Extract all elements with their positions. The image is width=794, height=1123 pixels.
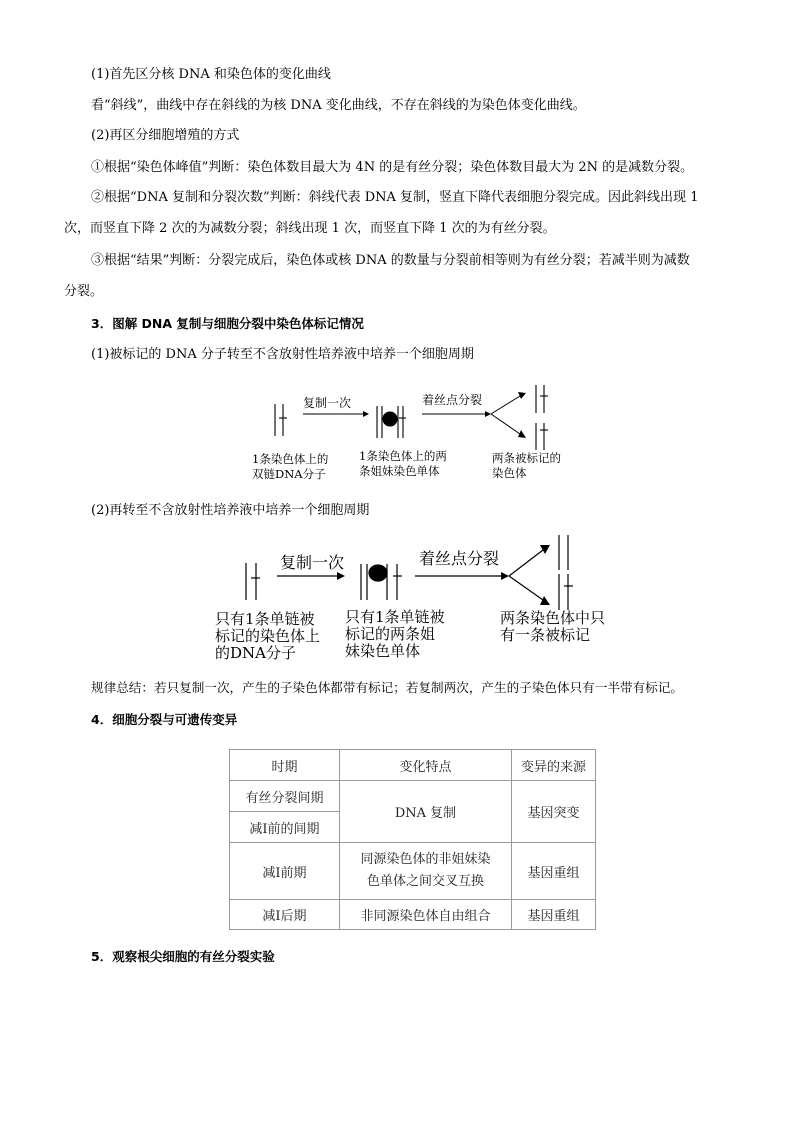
variation-table — [229, 749, 596, 930]
table-cell-source: 基因突变 — [512, 781, 596, 843]
labeled-chromosome-icon — [559, 574, 573, 610]
paragraph-peak-rule: ①根据“染色体峰值”判断：染色体数目最大为 4N 的是有丝分裂；染色体数目最大为 2N 的是减数分裂。 — [91, 160, 694, 175]
label-one-labeled-chromosome: 两条染色体中只 有一条被标记 — [500, 609, 606, 644]
sister-chromatids-icon — [361, 564, 402, 600]
table-header-period: 时期 — [230, 750, 340, 781]
table-cell-source: 基因重组 — [512, 843, 596, 900]
section-heading-3: 3．图解 DNA 复制与细胞分裂中染色体标记情况 — [91, 316, 364, 331]
arrow-label-centromere-split: 着丝点分裂 — [422, 393, 483, 407]
table-header-source: 变异的来源 — [512, 750, 596, 781]
paragraph-result-rule-1: ③根据“结果”判断：分裂完成后，染色体或核 DNA 的数量与分裂前相等则为有丝分裂；若减半则为减数 — [91, 253, 690, 268]
table-row — [230, 843, 596, 900]
fork-arrows-icon — [509, 545, 550, 605]
label-half-labeled-chromatids: 只有1条单链被 标记的两条姐 妹染色单体 — [345, 608, 445, 660]
table-cell-feature: 非同源染色体自由组合 — [340, 900, 512, 930]
paragraph-replication-rule-2: 次，而竖直下降 2 次的为减数分裂；斜线出现 1 次，而竖直下降 1 次的为有丝分裂。 — [64, 221, 556, 236]
table-header-feature: 变化特点 — [340, 750, 512, 781]
table-cell-feature — [340, 843, 512, 900]
paragraph-distinguish-mode: (2)再区分细胞增殖的方式 — [91, 128, 240, 143]
fork-arrows-icon — [491, 392, 526, 438]
labeled-chromosome-icon — [536, 385, 548, 413]
arrow-right-icon — [303, 411, 369, 417]
section-heading-5: 5．观察根尖细胞的有丝分裂实验 — [91, 949, 275, 964]
arrow-label-replicate: 复制一次 — [303, 396, 352, 410]
half-labeled-dna-icon — [246, 563, 260, 600]
arrow-label-replicate: 复制一次 — [280, 553, 345, 572]
paragraph-slope-rule: 看“斜线”，曲线中存在斜线的为核 DNA 变化曲线，不存在斜线的为染色体变化曲线。 — [91, 98, 586, 113]
section-heading-4: 4．细胞分裂与可遗传变异 — [91, 712, 238, 727]
table-header-row — [230, 750, 596, 781]
table-cell-feature: DNA 复制 — [340, 781, 512, 843]
paragraph-result-rule-2: 分裂。 — [64, 284, 104, 299]
table-cell-feature-line: 色单体之间交叉互换 — [366, 874, 484, 889]
diagram-second-cycle — [207, 530, 615, 665]
rule-summary: 规律总结：若只复制一次，产生的子染色体都带有标记；若复制两次，产生的子染色体只有一半带有标记。 — [91, 680, 683, 695]
label-two-labeled-chromosomes: 两条被标记的 染色体 — [492, 451, 561, 480]
labeled-chromosome-icon — [536, 423, 548, 450]
table-cell-period: 有丝分裂间期 — [230, 781, 340, 812]
subheading-first-cycle: (1)被标记的 DNA 分子转至不含放射性培养液中培养一个细胞周期 — [91, 347, 474, 362]
unlabeled-chromosome-icon — [559, 535, 568, 570]
subheading-second-cycle: (2)再转至不含放射性培养液中培养一个细胞周期 — [91, 503, 370, 518]
sister-chromatids-icon — [377, 406, 406, 438]
arrow-right-icon — [422, 411, 491, 417]
label-double-strand-dna: 1条染色体上的 双链DNA分子 — [252, 452, 329, 481]
table-cell-period: 减Ⅰ前期 — [230, 843, 340, 900]
label-sister-chromatids: 1条染色体上的两 条姐妹染色单体 — [359, 449, 447, 478]
diagram-first-cycle — [248, 378, 573, 484]
paragraph-replication-rule-1: ②根据“DNA 复制和分裂次数”判断：斜线代表 DNA 复制，竖直下降代表细胞分裂完成。因此斜线出现 1 — [91, 190, 699, 205]
table-cell-period: 减Ⅰ后期 — [230, 900, 340, 930]
table-cell-period: 减Ⅰ前的间期 — [230, 812, 340, 843]
table-cell-feature-line: 同源染色体的非姐妹染 — [360, 852, 491, 867]
paragraph-distinguish-curves: (1)首先区分核 DNA 和染色体的变化曲线 — [91, 67, 331, 82]
dna-molecule-icon — [275, 404, 287, 436]
arrow-label-centromere-split: 着丝点分裂 — [419, 549, 500, 568]
label-half-labeled-dna: 只有1条单链被 标记的染色体上 的DNA分子 — [215, 610, 321, 662]
table-cell-source: 基因重组 — [512, 900, 596, 930]
table-row — [230, 900, 596, 930]
arrow-right-icon — [277, 572, 345, 580]
table-row — [230, 781, 596, 812]
arrow-right-icon — [415, 572, 509, 580]
